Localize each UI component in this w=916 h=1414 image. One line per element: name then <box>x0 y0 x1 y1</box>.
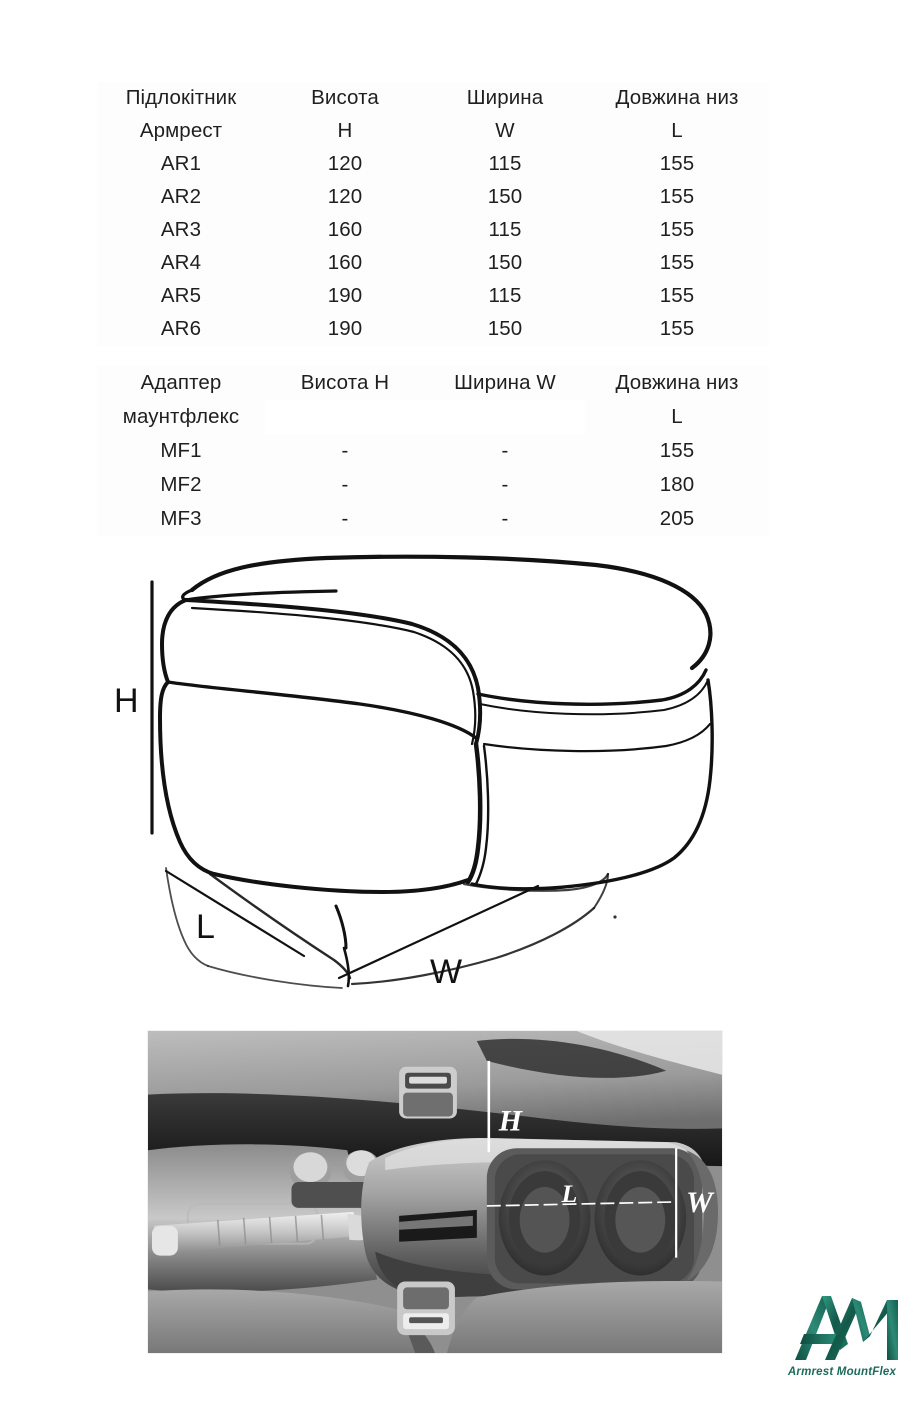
cell-height: 160 <box>265 214 425 247</box>
cell-height: - <box>265 468 425 502</box>
cell-height: 120 <box>265 181 425 214</box>
table-row <box>97 468 769 502</box>
cell-width: 150 <box>425 181 585 214</box>
cell-model: AR1 <box>97 148 265 181</box>
dimension-label-width: W <box>430 953 463 991</box>
table-header-subrow <box>97 400 769 434</box>
cell-width: - <box>425 434 585 468</box>
cell-width: 115 <box>425 214 585 247</box>
cell-length: 180 <box>585 468 769 502</box>
header-spacer-width <box>425 400 585 434</box>
table-row <box>97 502 769 536</box>
cell-height: 190 <box>265 313 425 346</box>
cell-length: 155 <box>585 247 769 280</box>
header-spacer-height <box>265 400 425 434</box>
table-row <box>97 214 769 247</box>
cell-height: 190 <box>265 280 425 313</box>
armrest-dimension-diagram <box>96 548 766 1018</box>
cell-length: 155 <box>585 214 769 247</box>
photo-label-width: W <box>686 1185 713 1219</box>
cell-model: AR2 <box>97 181 265 214</box>
header-height-title: Висота H <box>265 366 425 400</box>
table-row <box>97 434 769 468</box>
table-row <box>97 313 769 346</box>
mountflex-spec-table <box>97 366 769 536</box>
cell-model: AR3 <box>97 214 265 247</box>
dimension-label-height: H <box>114 682 139 720</box>
cell-width: 115 <box>425 148 585 181</box>
cell-width: - <box>425 502 585 536</box>
cell-model: AR5 <box>97 280 265 313</box>
cell-width: 150 <box>425 313 585 346</box>
table-row <box>97 181 769 214</box>
cell-length: 155 <box>585 434 769 468</box>
header-length-title: Довжина низ <box>585 366 769 400</box>
photo-label-height: H <box>498 1104 523 1138</box>
table-row <box>97 280 769 313</box>
cell-height: - <box>265 434 425 468</box>
header-height-symbol: H <box>265 115 425 148</box>
header-length-symbol: L <box>585 115 769 148</box>
cell-height: 120 <box>265 148 425 181</box>
table-row <box>97 247 769 280</box>
brand-logo <box>778 1292 906 1396</box>
cell-width: - <box>425 468 585 502</box>
cell-model: MF2 <box>97 468 265 502</box>
cell-model: MF3 <box>97 502 265 536</box>
header-armrest-title: Підлокітник <box>97 82 265 115</box>
dimension-label-length: L <box>196 908 215 946</box>
cell-length: 155 <box>585 280 769 313</box>
cell-height: 160 <box>265 247 425 280</box>
header-width-title: Ширина W <box>425 366 585 400</box>
table-header-subrow <box>97 115 769 148</box>
cell-model: AR6 <box>97 313 265 346</box>
table-row <box>97 148 769 181</box>
header-width-title: Ширина <box>425 82 585 115</box>
cell-length: 205 <box>585 502 769 536</box>
header-armrest-subtitle: Армрест <box>97 115 265 148</box>
am-monogram-icon <box>778 1292 906 1364</box>
cell-length: 155 <box>585 313 769 346</box>
header-adapter-title: Адаптер <box>97 366 265 400</box>
header-length-symbol: L <box>585 400 769 434</box>
logo-wordmark: Armrest MountFlex <box>787 1366 897 1378</box>
cell-length: 155 <box>585 148 769 181</box>
header-adapter-subtitle: маунтфлекс <box>97 400 265 434</box>
header-length-title: Довжина низ <box>585 82 769 115</box>
car-console-photo <box>147 1030 723 1354</box>
cell-width: 115 <box>425 280 585 313</box>
table-header-row <box>97 366 769 400</box>
cell-height: - <box>265 502 425 536</box>
table-header-row <box>97 82 769 115</box>
armrest-spec-table <box>97 82 769 346</box>
cell-model: AR4 <box>97 247 265 280</box>
cell-width: 150 <box>425 247 585 280</box>
photo-label-length: L <box>561 1178 578 1208</box>
header-width-symbol: W <box>425 115 585 148</box>
cell-model: MF1 <box>97 434 265 468</box>
cell-length: 155 <box>585 181 769 214</box>
header-height-title: Висота <box>265 82 425 115</box>
